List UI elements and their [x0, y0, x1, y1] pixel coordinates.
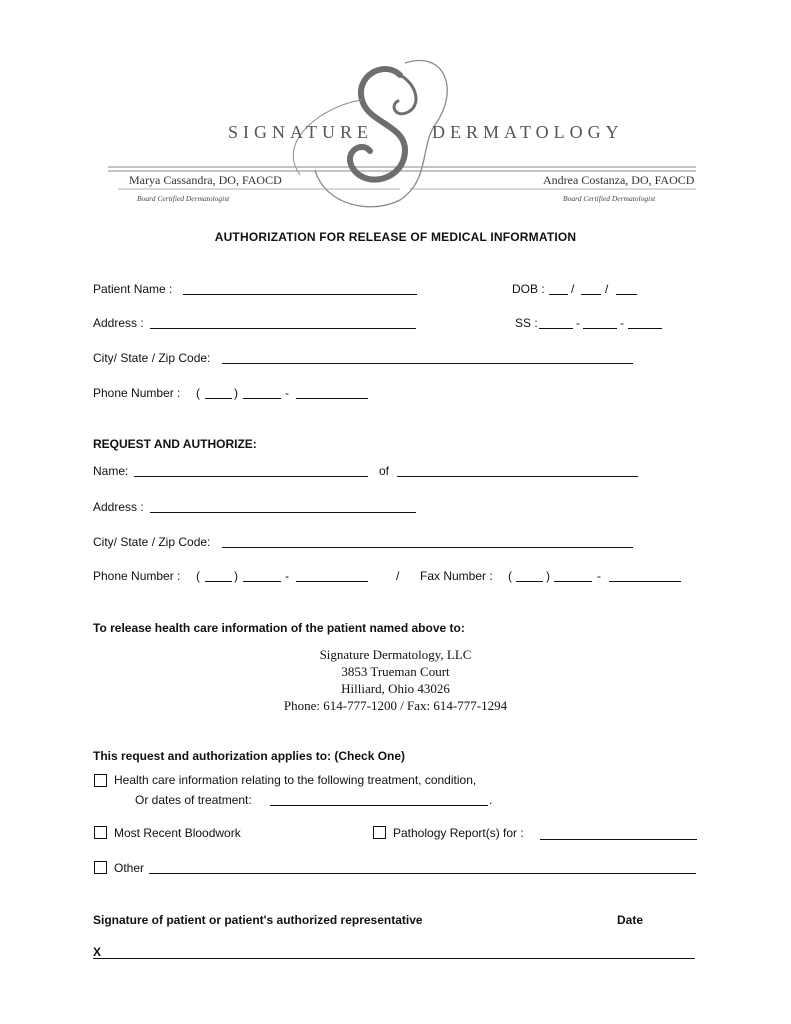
doctor-right-title: Board Certified Dermatologist	[563, 194, 656, 203]
ss-separator-1: -	[576, 316, 580, 330]
request-name-label: Name:	[93, 464, 129, 478]
release-heading: To release health care information of the patient named above to:	[93, 621, 465, 635]
patient-phone-label: Phone Number :	[93, 386, 181, 400]
dob-year-field[interactable]	[616, 294, 637, 295]
pathology-checkbox[interactable]	[373, 826, 386, 839]
patient-address-label: Address :	[93, 316, 144, 330]
patient-phone-area-field[interactable]	[205, 398, 232, 399]
ss-separator-2: -	[620, 316, 624, 330]
request-of-label: of	[379, 464, 390, 478]
patient-address-field[interactable]	[150, 328, 416, 329]
dob-label: DOB :	[512, 282, 545, 296]
doctor-right-name: Andrea Costanza, DO, FAOCD	[543, 173, 695, 187]
phone-fax-slash: /	[396, 569, 400, 583]
treatment-option-label: Health care information relating to the following treatment, condition,	[114, 773, 477, 787]
brand-name-right: DERMATOLOGY	[432, 122, 624, 142]
request-heading: REQUEST AND AUTHORIZE:	[93, 437, 257, 451]
applies-heading: This request and authorization applies to: (Check One)	[93, 749, 406, 763]
doctor-left-name: Marya Cassandra, DO, FAOCD	[129, 173, 282, 187]
bloodwork-option-label: Most Recent Bloodwork	[114, 826, 241, 840]
treatment-dates-period: .	[489, 793, 493, 807]
recipient-city: Hilliard, Ohio 43026	[341, 681, 450, 696]
request-fax-dash: -	[597, 569, 601, 583]
recipient-contact: Phone: 614-777-1200 / Fax: 614-777-1294	[283, 698, 508, 713]
request-fax-prefix-field[interactable]	[554, 581, 592, 582]
other-option-label: Other	[114, 861, 145, 875]
other-checkbox[interactable]	[94, 861, 107, 874]
request-fax-open-paren: (	[508, 569, 512, 583]
treatment-checkbox[interactable]	[94, 774, 107, 787]
patient-name-label: Patient Name :	[93, 282, 173, 296]
patient-name-field[interactable]	[183, 294, 417, 295]
request-name-field[interactable]	[134, 476, 368, 477]
request-phone-label: Phone Number :	[93, 569, 181, 583]
request-phone-close-paren: )	[234, 569, 238, 583]
request-phone-open-paren: (	[196, 569, 200, 583]
patient-phone-close-paren: )	[234, 386, 238, 400]
request-fax-area-field[interactable]	[516, 581, 543, 582]
patient-phone-line-field[interactable]	[296, 398, 368, 399]
form-title: AUTHORIZATION FOR RELEASE OF MEDICAL INFORMATION	[214, 230, 577, 244]
signature-field[interactable]	[93, 958, 695, 959]
doctor-left-title: Board Certified Dermatologist	[137, 194, 230, 203]
ss-part-3-field[interactable]	[628, 328, 662, 329]
brand-name-left: SIGNATURE	[228, 122, 374, 142]
dob-separator-2: /	[605, 282, 609, 296]
treatment-dates-field[interactable]	[270, 805, 488, 806]
patient-phone-dash: -	[285, 386, 289, 400]
pathology-field[interactable]	[540, 839, 697, 840]
patient-phone-open-paren: (	[196, 386, 200, 400]
request-city-field[interactable]	[222, 547, 633, 548]
ss-part-1-field[interactable]	[539, 328, 573, 329]
request-address-field[interactable]	[150, 512, 416, 513]
ss-label: SS :	[515, 316, 538, 330]
dob-month-field[interactable]	[549, 294, 568, 295]
request-fax-label: Fax Number :	[420, 569, 493, 583]
request-phone-dash: -	[285, 569, 289, 583]
ss-part-2-field[interactable]	[583, 328, 617, 329]
request-fax-close-paren: )	[546, 569, 550, 583]
request-fax-line-field[interactable]	[609, 581, 681, 582]
request-phone-line-field[interactable]	[296, 581, 368, 582]
request-city-label: City/ State / Zip Code:	[93, 535, 211, 549]
patient-city-field[interactable]	[222, 363, 633, 364]
request-phone-prefix-field[interactable]	[243, 581, 281, 582]
recipient-name: Signature Dermatology, LLC	[319, 647, 472, 662]
bloodwork-checkbox[interactable]	[94, 826, 107, 839]
date-label: Date	[617, 913, 644, 927]
signature-x-mark: X	[93, 945, 102, 959]
patient-phone-prefix-field[interactable]	[243, 398, 281, 399]
signature-label: Signature of patient or patient's authorized representative	[93, 913, 423, 927]
recipient-street: 3853 Trueman Court	[341, 664, 450, 679]
dob-separator-1: /	[571, 282, 575, 296]
pathology-option-label: Pathology Report(s) for :	[393, 826, 524, 840]
patient-city-label: City/ State / Zip Code:	[93, 351, 211, 365]
request-of-field[interactable]	[397, 476, 638, 477]
dob-day-field[interactable]	[581, 294, 601, 295]
other-field[interactable]	[149, 873, 696, 874]
request-phone-area-field[interactable]	[205, 581, 232, 582]
request-address-label: Address :	[93, 500, 144, 514]
treatment-dates-label: Or dates of treatment:	[135, 793, 252, 807]
